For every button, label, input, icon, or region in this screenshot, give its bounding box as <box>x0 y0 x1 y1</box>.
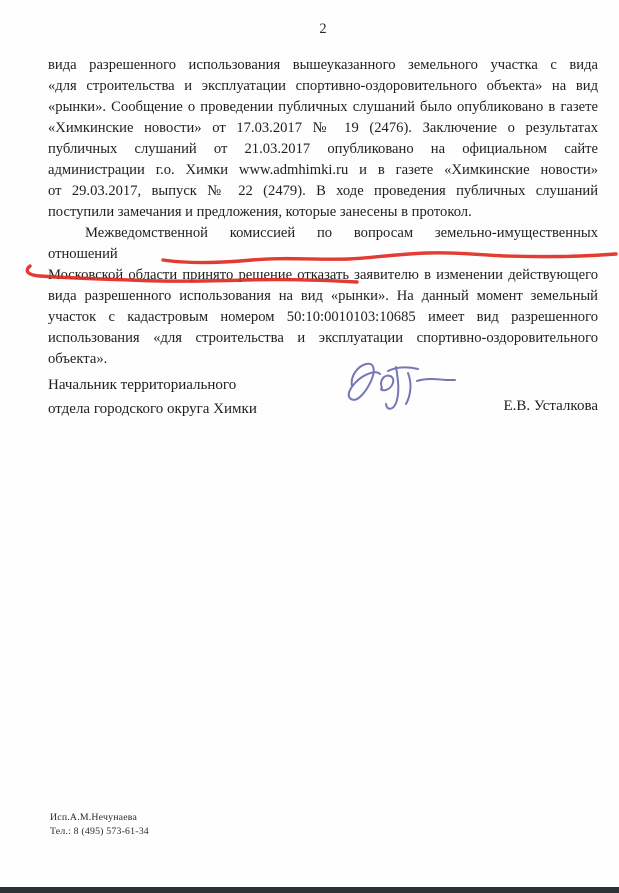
body-line: поступили замечания и предложения, которые занесены в протокол. <box>48 204 472 220</box>
document-body <box>48 55 598 370</box>
paragraph-1 <box>48 55 598 223</box>
paragraph-2 <box>48 223 598 370</box>
executor-footer <box>50 811 149 838</box>
body-line: администрации г.о. Химки www.admhimki.ru и в газете «Химкинские новости» <box>48 162 598 178</box>
body-line: объекта». <box>48 351 108 367</box>
scan-edge-bar <box>0 887 619 893</box>
executor-name: Исп.А.М.Нечунаева <box>50 812 137 823</box>
body-line: от 29.03.2017, выпуск № 22 (2479). В ходе проведения публичных слушаний <box>48 183 598 199</box>
body-line: Межведомственной комиссией по вопросам земельно-имущественных отношений <box>48 225 598 262</box>
body-line: «Химкинские новости» от 17.03.2017 № 19 (2476). Заключение о результатах <box>48 120 598 136</box>
body-line: участок с кадастровым номером 50:10:0010103:10685 имеет вид разрешенного <box>48 309 598 325</box>
signatory-position-line2: отдела городского округа Химки <box>48 400 257 417</box>
body-line: использования «для строительства и эксплуатации спортивно-оздоровительного <box>48 330 598 346</box>
body-line: публичных слушаний от 21.03.2017 опубликовано на официальном сайте <box>48 141 598 157</box>
body-line: вида разрешенного использования на вид «рынки». На данный момент земельный <box>48 288 598 304</box>
signatory-position-line1: Начальник территориального <box>48 377 237 393</box>
signatory-name: Е.В. Усталкова <box>503 398 598 414</box>
body-line: вида разрешенного использования вышеуказанного земельного участка с вида <box>48 57 598 73</box>
executor-phone: Тел.: 8 (495) 573-61-34 <box>50 825 149 837</box>
body-line: «для строительства и эксплуатации спортивно-оздоровительного объекта» на вид <box>48 78 598 94</box>
page-number: 2 <box>319 21 327 37</box>
body-line: «рынки». Сообщение о проведении публичных слушаний было опубликовано в газете <box>48 99 598 115</box>
body-line: Московской области принято решение отказать заявителю в изменении действующего <box>48 267 598 283</box>
